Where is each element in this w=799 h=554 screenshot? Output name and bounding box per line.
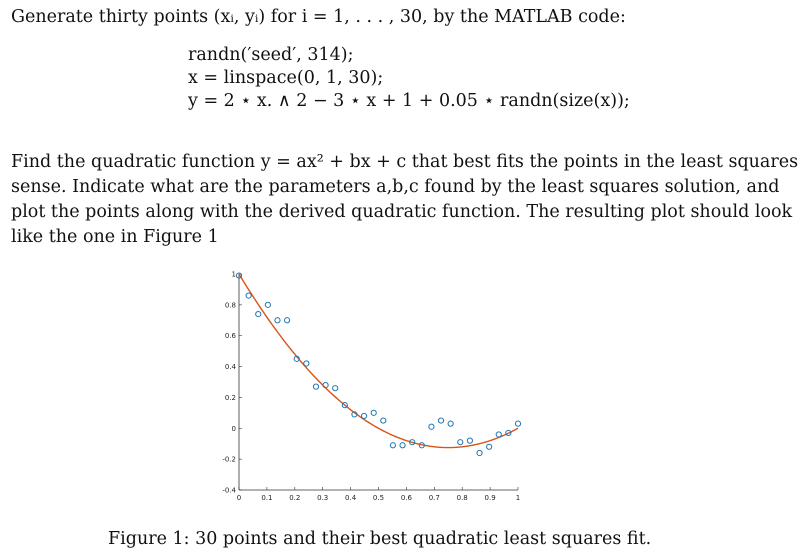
data-point [246, 293, 251, 298]
data-point [284, 318, 289, 323]
data-point [429, 424, 434, 429]
data-point [265, 302, 270, 307]
data-point [313, 384, 318, 389]
data-point [333, 386, 338, 391]
data-point [361, 413, 366, 418]
scatter-chart [212, 268, 532, 508]
data-point [467, 438, 472, 443]
data-point [371, 410, 376, 415]
y-tick-label: -0.2 [222, 455, 236, 464]
x-tick-label: 0.8 [456, 494, 468, 502]
x-tick-label: 0 [236, 494, 242, 502]
data-point [477, 450, 482, 455]
y-tick-label: 1 [231, 270, 236, 279]
y-tick-label: 0.2 [224, 393, 236, 402]
figure-caption: Figure 1: 30 points and their best quadratic least squares fit. [108, 529, 652, 549]
x-tick-label: 0.6 [400, 494, 412, 502]
data-point [256, 312, 261, 317]
y-tick-label: 0 [231, 424, 236, 433]
y-tick-label: 0.4 [224, 363, 236, 372]
x-tick-label: 1 [515, 494, 521, 502]
paragraph-line-2: sense. Indicate what are the parameters a,b,c found by the least squares solution, and [11, 177, 780, 197]
paragraph-line-3: plot the points along with the derived quadratic function. The resulting plot should look [11, 202, 793, 222]
y-tick-label: 0.6 [224, 332, 236, 341]
data-point [458, 440, 463, 445]
data-point [448, 421, 453, 426]
code-line-y: y = 2 ⋆ x. ∧ 2 − 3 ⋆ x + 1 + 0.05 ⋆ randn(size(x)); [188, 91, 630, 111]
y-tick-label: 0.8 [224, 301, 236, 310]
problem-paragraph [11, 150, 798, 250]
intro-text: Generate thirty points (xᵢ, yᵢ) for i = 1, . . . , 30, by the MATLAB code: [11, 7, 626, 27]
x-tick-label: 0.1 [261, 494, 273, 502]
data-point [381, 418, 386, 423]
x-tick-label: 0.3 [317, 494, 329, 502]
x-tick-label: 0.2 [289, 494, 301, 502]
y-tick-label: -0.4 [222, 486, 236, 495]
data-point [438, 418, 443, 423]
quadratic-fit-line [239, 274, 518, 448]
data-point [496, 432, 501, 437]
x-tick-label: 0.5 [372, 494, 385, 502]
x-tick-label: 0.9 [484, 494, 496, 502]
data-point [323, 382, 328, 387]
data-point [515, 421, 520, 426]
chart-ticks [222, 271, 520, 503]
figure-1 [212, 268, 532, 512]
data-point [390, 443, 395, 448]
paragraph-line-1: Find the quadratic function y = ax² + bx + c that best fits the points in the least squares [11, 152, 799, 172]
data-point [400, 443, 405, 448]
chart-axes [239, 274, 518, 490]
x-tick-label: 0.7 [428, 494, 440, 502]
paragraph-line-4: like the one in Figure 1 [11, 227, 219, 247]
code-line-seed: randn(′seed′, 314); [188, 45, 354, 65]
x-tick-label: 0.4 [345, 494, 357, 502]
data-point [304, 361, 309, 366]
data-point [487, 444, 492, 449]
data-point [275, 318, 280, 323]
matlab-code [188, 44, 630, 113]
code-line-linspace: x = linspace(0, 1, 30); [188, 68, 384, 88]
